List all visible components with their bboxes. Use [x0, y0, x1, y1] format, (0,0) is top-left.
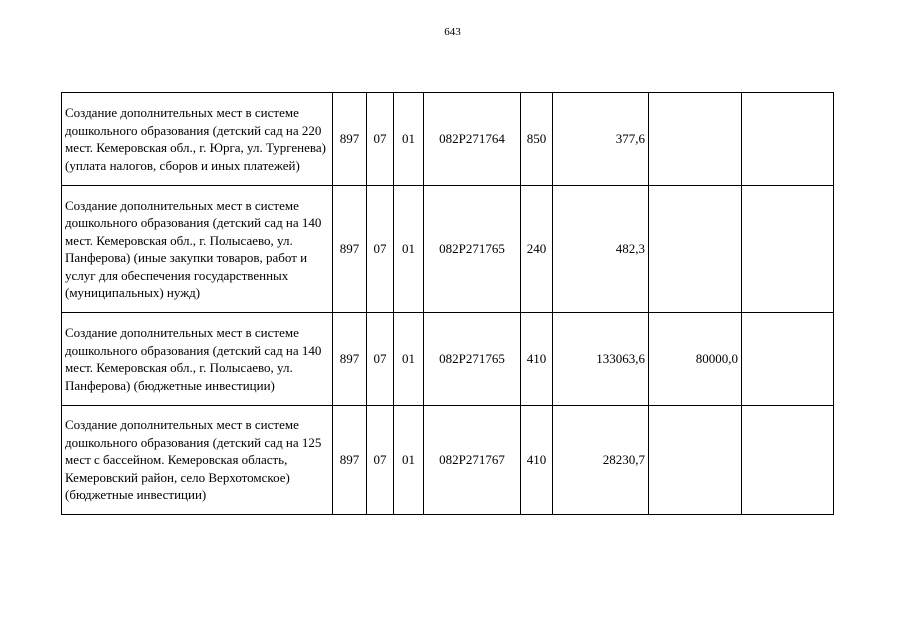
- section-code-cell: 07: [367, 406, 394, 515]
- subsection-code-cell: 01: [394, 313, 424, 406]
- target-article-cell: 082P271767: [424, 406, 521, 515]
- table-row: [62, 313, 834, 406]
- amount-3-cell: [742, 406, 834, 515]
- table-row: [62, 406, 834, 515]
- expense-type-cell: 850: [521, 93, 553, 186]
- section-code-cell: 07: [367, 93, 394, 186]
- ministry-code-cell: 897: [333, 93, 367, 186]
- subsection-code-cell: 01: [394, 93, 424, 186]
- target-article-cell: 082P271764: [424, 93, 521, 186]
- amount-1-cell: 28230,7: [553, 406, 649, 515]
- amount-3-cell: [742, 313, 834, 406]
- amount-1-cell: 133063,6: [553, 313, 649, 406]
- amount-3-cell: [742, 186, 834, 313]
- amount-2-cell: 80000,0: [649, 313, 742, 406]
- expense-type-cell: 410: [521, 313, 553, 406]
- expense-type-cell: 410: [521, 406, 553, 515]
- table-row: [62, 186, 834, 313]
- row-name-cell: Создание дополнительных мест в системе дошкольного образования (детский сад на 220 мест. Кемеровская обл., г. Юрга, ул. Тургенева) (уплата налогов, сборов и иных платежей): [62, 93, 333, 186]
- row-name-cell: Создание дополнительных мест в системе дошкольного образования (детский сад на 125 мест с бассейном. Кемеровская область, Кемеровский район, село Верхотомское) (бюджетные инвестиции): [62, 406, 333, 515]
- ministry-code-cell: 897: [333, 313, 367, 406]
- subsection-code-cell: 01: [394, 406, 424, 515]
- ministry-code-cell: 897: [333, 406, 367, 515]
- section-code-cell: 07: [367, 186, 394, 313]
- amount-1-cell: 482,3: [553, 186, 649, 313]
- row-name-cell: Создание дополнительных мест в системе дошкольного образования (детский сад на 140 мест. Кемеровская обл., г. Полысаево, ул. Панферова) (иные закупки товаров, работ и услуг для обеспечения государственных (муниципальных) нужд): [62, 186, 333, 313]
- subsection-code-cell: 01: [394, 186, 424, 313]
- amount-3-cell: [742, 93, 834, 186]
- amount-2-cell: [649, 186, 742, 313]
- table-row: [62, 93, 834, 186]
- amount-2-cell: [649, 93, 742, 186]
- expense-type-cell: 240: [521, 186, 553, 313]
- amount-2-cell: [649, 406, 742, 515]
- target-article-cell: 082P271765: [424, 313, 521, 406]
- target-article-cell: 082P271765: [424, 186, 521, 313]
- page-number: 643: [444, 26, 461, 38]
- budget-table: [61, 92, 834, 515]
- row-name-cell: Создание дополнительных мест в системе дошкольного образования (детский сад на 140 мест. Кемеровская обл., г. Полысаево, ул. Панферова) (бюджетные инвестиции): [62, 313, 333, 406]
- ministry-code-cell: 897: [333, 186, 367, 313]
- section-code-cell: 07: [367, 313, 394, 406]
- amount-1-cell: 377,6: [553, 93, 649, 186]
